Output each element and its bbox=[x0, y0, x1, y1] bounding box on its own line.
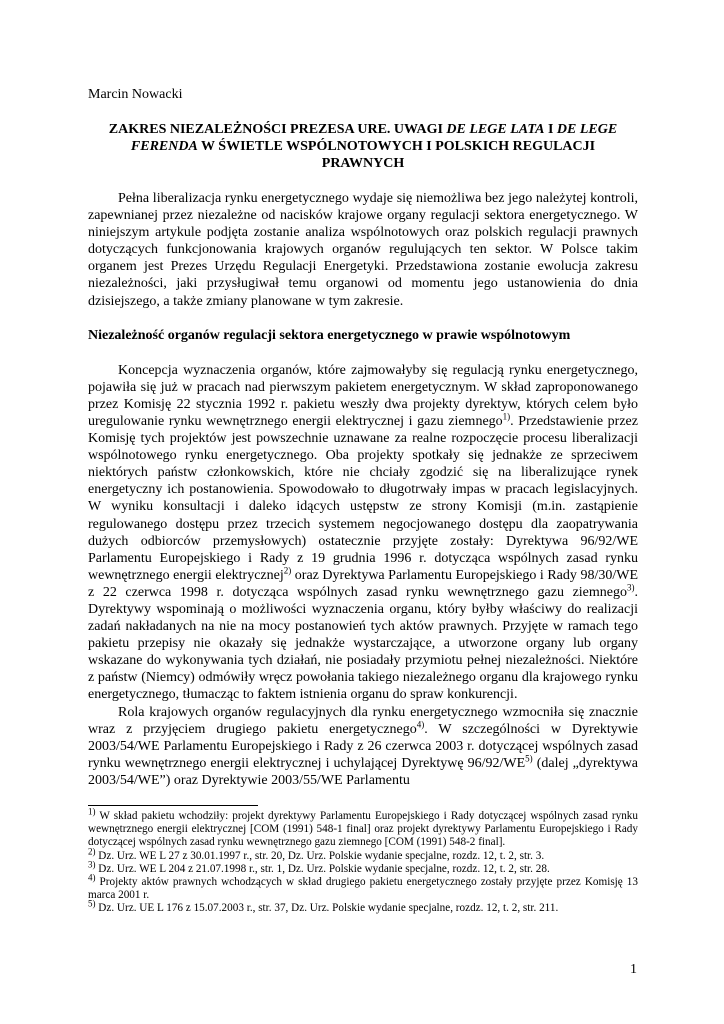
footnote-ref-3[interactable]: 3) bbox=[627, 582, 635, 593]
p1-text-b: . Przedstawienie przez Komisję tych projektów jest powszechnie uznawane za realne rozpoczęcie procesu liberalizacji wspólnotowego rynku energetycznego. Oba projekty spotkały się jednakże ze sprzeciwem niektórych państw członkowskich, które nie chciały zgodzić się na liberalizujące rynek energetyczny ich postanowienia. Spowodowało to długotrwały impas w pracach legislacyjnych. W wyniku konsultacji i daleko idących ustępstw ze strony Komisji (m.in. zastąpienie regulowanego dostępu przez trzecich systemem negocjowanego dostępu dla zaopatrywania dużych odbiorców przemysłowych) ostatecznie przyjęte zostały: Dyrektywa 96/92/WE Parlamentu Europejskiego i Rady z 19 grudnia 1996 r. dotycząca wspólnych zasad rynku wewnętrznego energii elektrycznej bbox=[88, 413, 638, 583]
title-part-2: I bbox=[544, 122, 557, 137]
title-part-3: W ŚWIETLE WSPÓLNOTOWYCH I POLSKICH REGULACJI PRAWNYCH bbox=[197, 139, 596, 171]
title-italic-1: DE LEGE LATA bbox=[446, 122, 545, 137]
footnote-text: Dz. Urz. WE L 27 z 30.01.1997 r., str. 20, Dz. Urz. Polskie wydanie specjalne, rozdz. 12, t. 2, str. 3. bbox=[95, 849, 545, 862]
footnote-text: W skład pakietu wchodziły: projekt dyrektywy Parlamentu Europejskiego i Rady dotyczącej wspólnych zasad rynku wewnętrznego energii elektrycznej [COM (1991) 548-1 final] oraz projekt dyrektywy Parlamentu Europejskiego i Rady dotyczącej wspólnych zasad rynku wewnętrznego gazu ziemnego [COM (1991) 548-2 final]. bbox=[88, 810, 638, 849]
page-number: 1 bbox=[630, 962, 637, 977]
article-title bbox=[88, 121, 638, 172]
section-heading: Niezależność organów regulacji sektora energetycznego w prawie wspólnotowym bbox=[88, 327, 571, 343]
title-part-1: ZAKRES NIEZALEŻNOŚCI PREZESA URE. UWAGI bbox=[108, 122, 447, 137]
footnote-mark: 3) bbox=[88, 859, 96, 870]
footnote-ref-1[interactable]: 1) bbox=[502, 411, 511, 422]
footnote-text: Projekty aktów prawnych wchodzących w skład drugiego pakietu energetycznego zostały przyjęte przez Komisję 13 marca 2001 r. bbox=[88, 876, 638, 902]
footnotes bbox=[88, 806, 638, 916]
footnote-mark: 2) bbox=[88, 845, 96, 856]
body-paragraph-2 bbox=[88, 704, 638, 789]
p1-text-c: oraz Dyrektywa Parlamentu Europejskiego i Rady 98/30/WE z 22 czerwca 1998 r. dotycząca wspólnych zasad rynku wewnętrznego gazu ziemnego bbox=[88, 567, 638, 600]
footnote-mark: 1) bbox=[88, 806, 96, 817]
author-name: Marcin Nowacki bbox=[88, 87, 183, 102]
intro-paragraph: Pełna liberalizacja rynku energetycznego wydaje się niemożliwa bez jego należytej kontroli, zapewnianej przez niezależne od nacisków krajowe organy regulacji sektora energetycznego. W niniejszym artykule podjęta zostanie analiza wspólnotowych oraz polskich regulacji prawnych dotyczących funkcjonowania krajowych organów regulujących ten sektor. W Polsce takim organem jest Prezes Urzędu Regulacji Energetyki. Przedstawiona zostanie ewolucja zakresu niezależności, jaki przysługiwał temu organowi od momentu jego ustanowienia do dnia dzisiejszego, a także zmiany planowane w tym zakresie. bbox=[88, 191, 638, 309]
footnote-1 bbox=[88, 806, 638, 850]
title-italic-2: DE LEGE FERENDA bbox=[130, 122, 618, 154]
footnote-text: Dz. Urz. WE L 204 z 21.07.1998 r., str. 1, Dz. Urz. Polskie wydanie specjalne, rozdz. 12, t. 2, str. 28. bbox=[95, 862, 550, 875]
footnote-2 bbox=[88, 845, 638, 863]
footnote-4 bbox=[88, 872, 638, 902]
p2-text-a: Rola krajowych organów regulacyjnych dla rynku energetycznego wzmocniła się znacznie wraz z przyjęciem drugiego pakietu energetycznego bbox=[88, 704, 638, 737]
p2-text-b: . W szczególności w Dyrektywie 2003/54/WE Parlamentu Europejskiego i Rady z 26 czerwca 2003 r. dotyczącej wspólnych zasad rynku wewnętrznego energii elektrycznej i uchylającej Dyrektywę 96/92/WE bbox=[88, 721, 639, 771]
body-paragraph-1 bbox=[88, 362, 638, 704]
document-page bbox=[88, 86, 638, 916]
p2-text-c: (dalej „dyrektywa 2003/54/WE”) oraz Dyrektywie 2003/55/WE Parlamentu bbox=[88, 755, 638, 788]
footnote-mark: 5) bbox=[88, 898, 96, 909]
footnote-ref-5[interactable]: 5) bbox=[525, 753, 533, 764]
footnote-ref-4[interactable]: 4) bbox=[416, 718, 425, 729]
footnote-divider bbox=[88, 805, 258, 806]
footnote-text: Dz. Urz. UE L 176 z 15.07.2003 r., str. 37, Dz. Urz. Polskie wydanie specjalne, rozdz. 12, t. 2, str. 211. bbox=[95, 902, 559, 915]
p1-text-a: Koncepcja wyznaczenia organów, które zajmowałyby się regulacją rynku energetycznego, pojawiła się już w pracach nad pierwszym pakietem energetycznym. W skład zaproponowanego przez Komisję 22 stycznia 1992 r. pakietu weszły dwa projekty dyrektyw, których celem było uregulowanie rynku wewnętrznego energii elektrycznej i gazu ziemnego bbox=[88, 362, 638, 429]
footnote-3 bbox=[88, 859, 638, 876]
p1-text-d: . Dyrektywy wspominają o możliwości wyznaczenia organu, który byłby właściwy do realizacji zadań nakładanych na nie na mocy postanowień tych aktów prawnych. Przyjęte w ramach tego pakietu przepisy nie okazały się jednakże wystarczające, a utworzone organy lub organy wskazane do wykonywania tych działań, nie posiadały przymiotu pełnej niezależności. Niektóre z państw (Niemcy) odmówiły wręcz powołania takiego niezależnego organu dla krajowego rynku energetycznego, tłumacząc to faktem istnienia organu do spraw konkurencji. bbox=[88, 584, 638, 703]
footnote-mark: 4) bbox=[88, 872, 96, 883]
footnote-5 bbox=[88, 898, 638, 915]
footnote-ref-2[interactable]: 2) bbox=[283, 565, 292, 576]
